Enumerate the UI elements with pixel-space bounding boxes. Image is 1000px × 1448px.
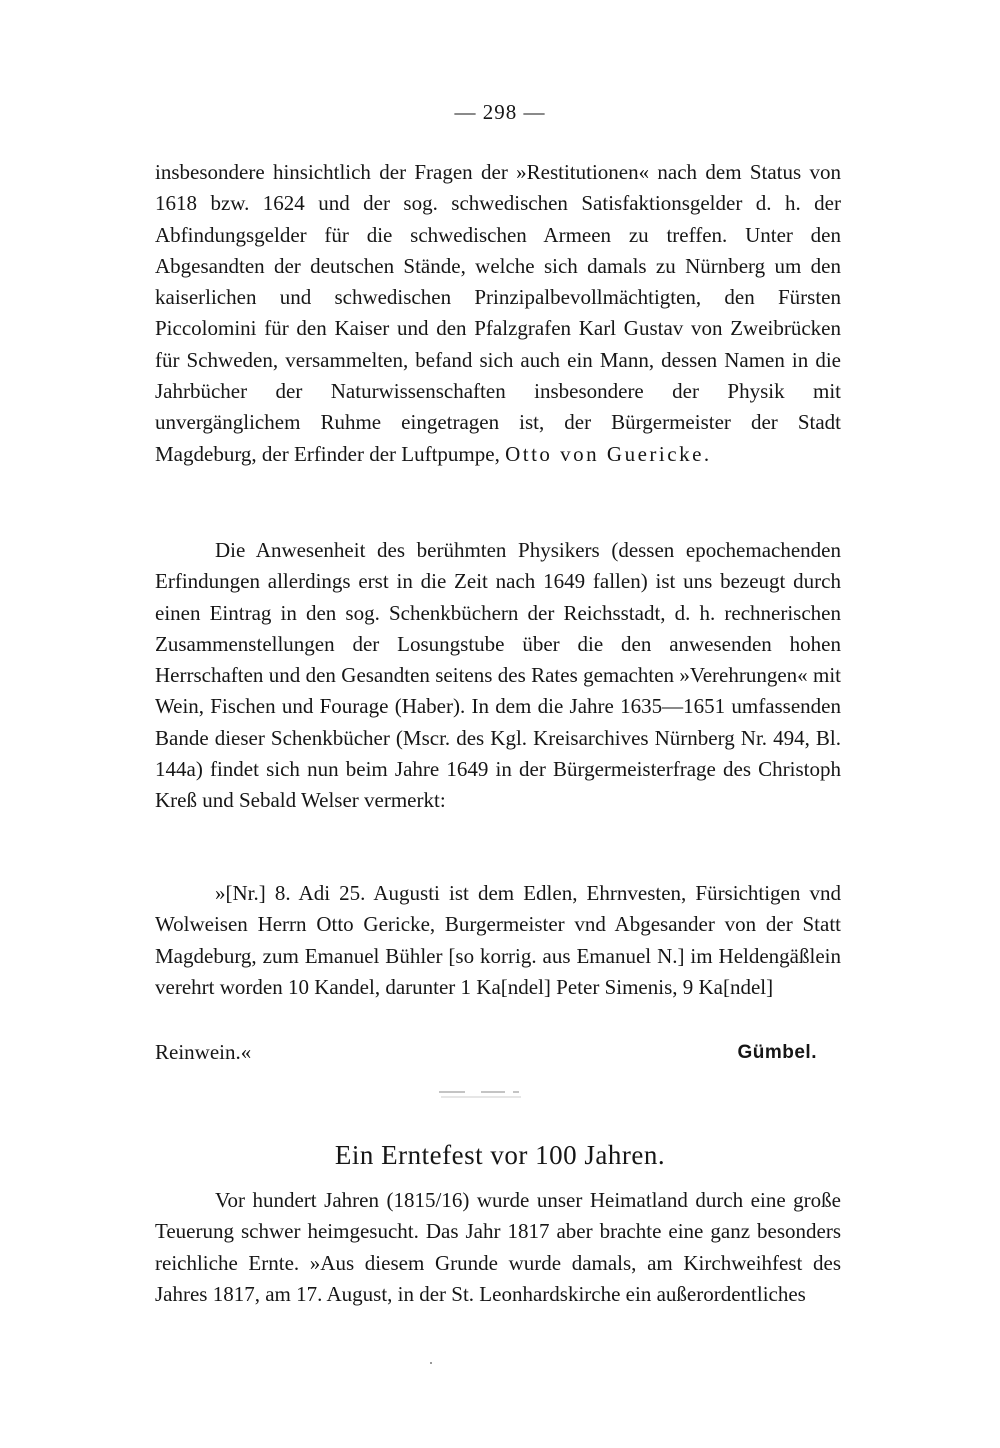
quote-signature-line: [155, 1037, 817, 1068]
paragraph-text: Vor hundert Jahren (1815/16) wurde unser Heimatland durch eine große Teuerung schwer heimgesucht. Das Jahr 1817 aber brachte eine ganz besonders reichliche Ernte. »Aus diesem Grunde wurde damals, am Kirchweihfest des Jahres 1817, am 17. August, in der St. Leonhardskirche ein außerordentliches: [155, 1188, 841, 1306]
paragraph-schenkbuecher: [155, 535, 841, 817]
scan-speck: [430, 1362, 432, 1364]
paragraph-text: Die Anwesenheit des berühmten Physikers (dessen epochemachenden Erfindungen allerdings erst in die Zeit nach 1649 fallen) ist uns bezeugt durch einen Eintrag in den sog. Schenkbüchern der Reichsstadt, d. h. rechnerischen Zusammenstellungen der Losungstube über die den anwesenden hohen Herrschaften und den Gesandten seitens des Rates gemachten »Verehrungen« mit Wein, Fischen und Fourage (Haber). In dem die Jahre 1635—1651 umfassenden Bande dieser Schenkbücher (Mscr. des Kgl. Kreisarchives Nürnberg Nr. 494, Bl. 144a) findet sich nun beim Jahre 1649 in der Bürgermeisterfrage des Christoph Kreß und Sebald Welser vermerkt:: [155, 538, 841, 813]
emphasized-name: Otto von Guericke: [505, 441, 704, 466]
quote-text: »[Nr.] 8. Adi 25. Augusti ist dem Edlen, Ehrnvesten, Fürsichtigen vnd Wolweisen Herrn Otto Gericke, Burgermeister vnd Abgesander von der Statt Magdeburg, zum Emanuel Bühler [so korrig. aus Emanuel N.] im Heldengäßlein verehrt worden 10 Kandel, darunter 1 Ka[ndel] Peter Simenis, 9 Ka[ndel]: [155, 881, 841, 999]
section-heading: Ein Erntefest vor 100 Jahren.: [334, 1140, 666, 1170]
author-signature: Gümbel.: [737, 1042, 817, 1063]
paragraph-end: .: [703, 441, 710, 466]
paragraph-erntefest: [155, 1185, 841, 1310]
section-separator: [435, 1090, 525, 1098]
quote-block: [155, 878, 841, 1003]
quote-closing: Reinwein.«: [155, 1040, 252, 1064]
paragraph-text: insbesondere hinsichtlich der Fragen der »Restitutionen« nach dem Status von 1618 bzw. 1624 und der sog. schwedischen Satisfaktionsgelder d. h. der Abfindungsgelder für die schwedischen Armeen zu treffen. Unter den Abgesandten der deutschen Stände, welche sich damals zu Nürnberg um den kaiserlichen und schwedischen Prinzipalbevollmächtigten, den Fürsten Piccolomini für den Kaiser und den Pfalzgrafen Karl Gustav von Zweibrücken für Schweden, versammelten, befand sich auch ein Mann, dessen Namen in die Jahrbücher der Naturwissenschaften insbesondere der Physik mit unvergänglichem Ruhme eingetragen ist, der Bürgermeister der Stadt Magdeburg, der Erfinder der Luftpumpe,: [155, 160, 841, 466]
page-number: — 298 —: [454, 100, 546, 124]
paragraph-guericke-intro: [155, 157, 841, 470]
